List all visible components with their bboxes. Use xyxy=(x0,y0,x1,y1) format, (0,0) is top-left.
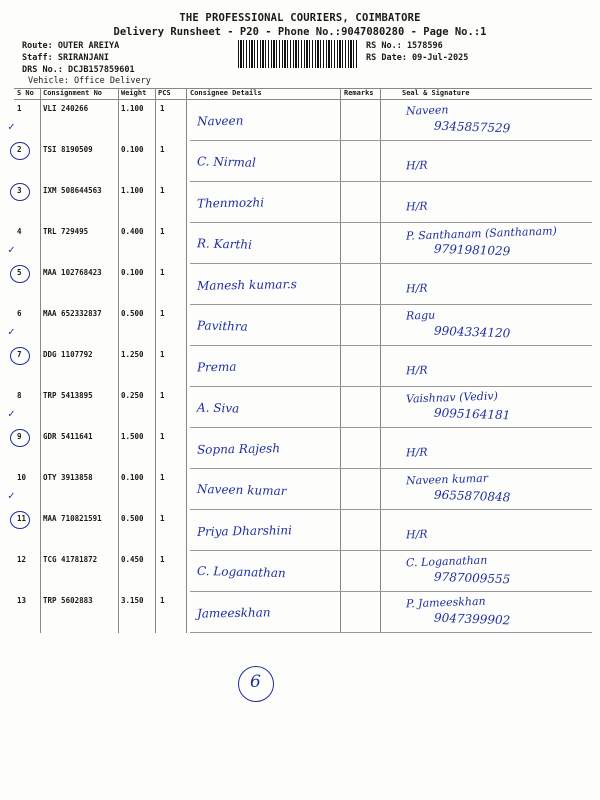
consignee-name: Naveen xyxy=(196,113,244,129)
tick-mark: ✓ xyxy=(8,120,15,133)
receiver-signature: Naveen kumar xyxy=(405,471,489,488)
cell-pcs: 1 xyxy=(160,473,165,482)
receiver-signature: H/R xyxy=(405,281,428,296)
route-label: Route: OUTER AREIYA xyxy=(22,41,120,51)
cell-consignment: TCG 41781872 xyxy=(43,555,98,564)
cell-weight: 1.250 xyxy=(121,350,144,359)
table-row xyxy=(14,510,592,551)
consignee-name: C. Nirmal xyxy=(196,154,257,170)
cell-consignment: TRP 5602883 xyxy=(43,596,93,605)
cell-pcs: 1 xyxy=(160,391,165,400)
cell-consignment: DDG 1107792 xyxy=(43,350,93,359)
cell-consignment: TRP 5413895 xyxy=(43,391,93,400)
consignee-name: R. Karthi xyxy=(196,236,253,252)
cell-sno: 8 xyxy=(17,391,22,400)
cell-sno: 1 xyxy=(17,104,22,113)
table-row xyxy=(8,387,592,428)
cell-pcs: 1 xyxy=(160,268,165,277)
cell-pcs: 1 xyxy=(160,555,165,564)
cell-sno: 12 xyxy=(17,555,27,564)
check-circle xyxy=(10,142,30,160)
check-circle xyxy=(10,429,30,447)
consignee-name: Priya Dharshini xyxy=(196,523,293,539)
cell-weight: 1.100 xyxy=(121,104,144,113)
receiver-signature: H/R xyxy=(405,199,428,214)
cell-sno: 6 xyxy=(17,309,22,318)
receiver-signature: H/R xyxy=(405,445,428,460)
receiver-signature: Vaishnav (Vediv) xyxy=(405,389,499,406)
consignee-name: Naveen kumar xyxy=(196,481,287,499)
cell-consignment: MAA 652332837 xyxy=(43,309,102,318)
table-row xyxy=(14,592,592,633)
cell-consignment: MAA 102768423 xyxy=(43,268,102,277)
col-remarks: Remarks xyxy=(344,89,374,97)
consignee-name: Prema xyxy=(196,359,237,375)
receiver-signature: Naveen xyxy=(405,103,449,118)
tick-mark: ✓ xyxy=(8,243,15,256)
check-circle xyxy=(10,265,30,283)
page-count-mark: 6 xyxy=(250,672,261,692)
receiver-signature: C. Loganathan xyxy=(405,553,488,570)
cell-pcs: 1 xyxy=(160,432,165,441)
cell-sno: 10 xyxy=(17,473,27,482)
consignee-name: A. Siva xyxy=(196,400,240,416)
table-header xyxy=(14,88,592,99)
company-title: THE PROFESSIONAL COURIERS, COIMBATORE xyxy=(179,12,421,24)
cell-consignment: GDR 5411641 xyxy=(43,432,93,441)
cell-sno: 2 xyxy=(17,145,22,154)
cell-sno: 3 xyxy=(17,186,22,195)
receiver-phone: 9047399902 xyxy=(433,610,511,628)
cell-consignment: MAA 710821591 xyxy=(43,514,102,523)
cell-sno: 9 xyxy=(17,432,22,441)
receiver-signature: Ragu xyxy=(405,308,436,323)
cell-pcs: 1 xyxy=(160,596,165,605)
col-weight: Weight xyxy=(121,89,147,97)
consignee-name: Thenmozhi xyxy=(196,195,265,211)
tick-mark: ✓ xyxy=(8,325,15,338)
table-row xyxy=(8,305,592,346)
cell-consignment: OTY 3913858 xyxy=(43,473,93,482)
table-row xyxy=(14,346,592,387)
tick-mark: ✓ xyxy=(8,489,15,502)
cell-pcs: 1 xyxy=(160,350,165,359)
vehicle-label: Vehicle: Office Delivery xyxy=(28,76,151,86)
cell-weight: 3.150 xyxy=(121,596,144,605)
receiver-phone: 9655870848 xyxy=(433,487,511,505)
receiver-phone: 9904334120 xyxy=(433,323,511,341)
cell-pcs: 1 xyxy=(160,514,165,523)
rs-date: RS Date: 09-Jul-2025 xyxy=(366,53,469,63)
cell-weight: 0.500 xyxy=(121,309,144,318)
table-row xyxy=(14,141,592,182)
receiver-signature: P. Jameeskhan xyxy=(405,594,486,611)
cell-weight: 0.450 xyxy=(121,555,144,564)
consignee-name: C. Loganathan xyxy=(196,563,286,581)
cell-consignment: IXM 508644563 xyxy=(43,186,102,195)
cell-consignment: TSI 8190509 xyxy=(43,145,93,154)
cell-sno: 4 xyxy=(17,227,22,236)
table-row xyxy=(14,428,592,469)
receiver-signature: H/R xyxy=(405,363,428,378)
receiver-phone: 9791981029 xyxy=(433,241,511,259)
col-pcs: PCS xyxy=(158,89,171,97)
cell-sno: 13 xyxy=(17,596,27,605)
receiver-phone: 9787009555 xyxy=(433,569,511,587)
consignee-name: Sopna Rajesh xyxy=(196,441,281,457)
table-row xyxy=(14,551,592,592)
tick-mark: ✓ xyxy=(8,407,15,420)
table-row xyxy=(8,223,592,264)
cell-pcs: 1 xyxy=(160,227,165,236)
cell-pcs: 1 xyxy=(160,104,165,113)
runsheet-table xyxy=(8,88,592,680)
receiver-signature: H/R xyxy=(405,158,428,173)
cell-weight: 0.500 xyxy=(121,514,144,523)
check-circle xyxy=(10,347,30,365)
consignee-name: Manesh kumar.s xyxy=(196,277,298,293)
table-row xyxy=(14,264,592,305)
receiver-phone: 9095164181 xyxy=(433,405,511,423)
receiver-signature: H/R xyxy=(405,527,428,542)
table-row xyxy=(8,469,592,510)
runsheet-subtitle: Delivery Runsheet - P20 - Phone No.:9047080280 - Page No.:1 xyxy=(113,26,487,38)
check-circle xyxy=(10,183,30,201)
col-signature: Seal & Signature xyxy=(402,89,470,97)
cell-sno: 11 xyxy=(17,514,27,523)
cell-pcs: 1 xyxy=(160,309,165,318)
barcode xyxy=(238,40,358,68)
table-row xyxy=(8,100,592,141)
cell-consignment: TRL 729495 xyxy=(43,227,89,236)
consignee-name: Pavithra xyxy=(196,318,248,334)
col-sno: S No xyxy=(17,89,34,97)
consignee-name: Jameeskhan xyxy=(196,605,271,621)
receiver-signature: P. Santhanam (Santhanam) xyxy=(405,224,558,243)
staff-label: Staff: SRIRANJANI xyxy=(22,53,109,63)
cell-consignment: VLI 240266 xyxy=(43,104,89,113)
cell-weight: 0.400 xyxy=(121,227,144,236)
cell-weight: 0.100 xyxy=(121,473,144,482)
col-consignment: Consignment No xyxy=(43,89,103,97)
drs-label: DRS No.: DCJB157859601 xyxy=(22,65,135,75)
rs-number: RS No.: 1578596 xyxy=(366,41,443,51)
cell-weight: 0.100 xyxy=(121,145,144,154)
table-row xyxy=(14,182,592,223)
cell-sno: 7 xyxy=(17,350,22,359)
cell-pcs: 1 xyxy=(160,145,165,154)
check-circle xyxy=(10,511,30,529)
cell-weight: 1.500 xyxy=(121,432,144,441)
cell-weight: 1.100 xyxy=(121,186,144,195)
cell-weight: 0.100 xyxy=(121,268,144,277)
receiver-phone: 9345857529 xyxy=(433,118,511,136)
cell-sno: 5 xyxy=(17,268,22,277)
col-consignee: Consignee Details xyxy=(190,89,262,97)
cell-pcs: 1 xyxy=(160,186,165,195)
cell-weight: 0.250 xyxy=(121,391,144,400)
